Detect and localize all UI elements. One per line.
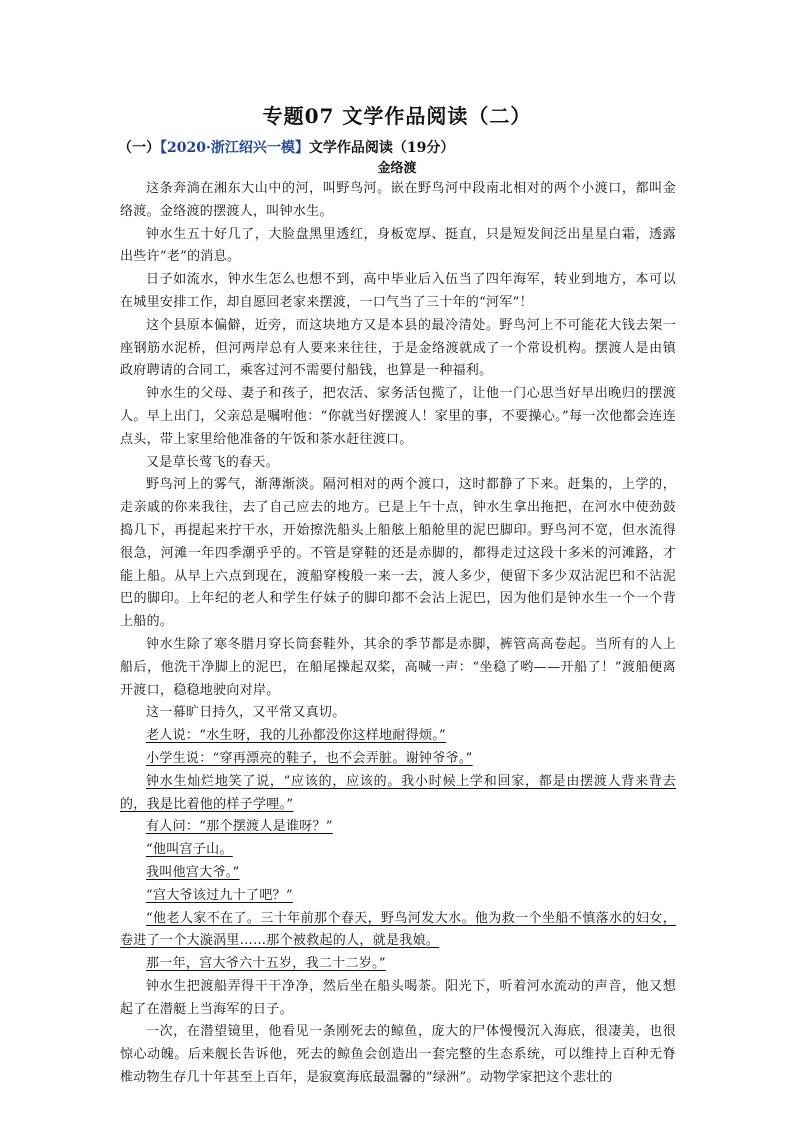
paragraph-text: 日子如流水，钟水生怎么也想不到，高中毕业后入伍当了四年海军，转业到地方，本可以在城里安排工作，却自愿回老家来摆渡，一口气当了三十年的“河军”！ — [120, 272, 676, 310]
paragraph — [120, 702, 676, 725]
paragraph-text: “他老人家不在了。三十年前那个春天，野鸟河发大水。他为救一个坐船不慎落水的妇女，卷进了一个大漩涡里……那个被救起的人，就是我娘。 — [120, 910, 676, 949]
paragraph-text: 老人说：“水生呀，我的儿孙都没你这样地耐得烦。” — [146, 728, 446, 744]
paragraph — [120, 474, 676, 634]
paragraph — [120, 816, 676, 839]
paragraph — [120, 862, 676, 885]
paragraph-text: 这一幕旷日持久，又平常又真切。 — [146, 705, 346, 721]
paragraph-text: 又是草长莺飞的春天。 — [146, 454, 280, 470]
paragraph — [120, 452, 676, 475]
paragraph-text: 钟水生除了寒冬腊月穿长筒套鞋外，其余的季节都是赤脚，裤管高高卷起。当所有的人上船后，他洗干净脚上的泥巴，在船尾操起双桨，高喊一声：“坐稳了哟——开船了！”渡船便离开渡口，稳稳地驶向对岸。 — [120, 636, 676, 698]
section-source: 【2020·浙江绍兴一模】 — [160, 140, 309, 156]
paragraph — [120, 224, 676, 270]
section-heading — [118, 138, 454, 158]
paragraph — [120, 885, 676, 908]
paragraph — [120, 748, 676, 771]
story-title: 金络渡 — [377, 161, 417, 176]
paragraph-text: 钟水生五十好几了，大脸盘黑里透红，身板宽厚、挺直，只是短发间泛出星星白霜，透露出些许“老”的消息。 — [120, 226, 676, 265]
paragraph-text: 有人问：“那个摆渡人是谁呀？” — [146, 819, 333, 835]
paragraph — [120, 634, 676, 702]
paragraph — [120, 1021, 676, 1089]
paragraph — [120, 315, 676, 383]
paragraph — [120, 269, 676, 315]
paragraph-text: 这条奔淌在湘东大山中的河，叫野鸟河。嵌在野鸟河中段南北相对的两个小渡口，都叫金络渡。金络渡的摆渡人，叫钟水生。 — [120, 181, 676, 219]
paragraph-text: 那一年，宫大爷六十五岁，我二十二岁。” — [146, 956, 386, 972]
paragraph — [120, 383, 676, 451]
paragraph-text: 钟水生灿烂地笑了说，“应该的，应该的。我小时候上学和回家，都是由摆渡人背来背去的，我是比着他的样子学哩。” — [120, 773, 676, 812]
section-number: （一） — [118, 140, 160, 156]
paragraph-text: 一次，在潜望镜里，他看见一条刚死去的鲸鱼，庞大的尸体慢慢沉入海底，很凄美，也很惊心动魄。后来舰长告诉他，死去的鲸鱼会创造出一套完整的生态系统，可以维持上百种无脊椎动物生存几十年甚至上百年，是寂寞海底最温馨的“绿洲”。动物学家把这个悲壮的 — [120, 1024, 676, 1086]
section-heading-text: 文学作品阅读（19分） — [308, 140, 455, 156]
paragraph — [120, 178, 676, 224]
paragraph — [120, 771, 676, 817]
paragraph-text: 野鸟河上的雾气，渐薄渐淡。隔河相对的两个渡口，这时都静了下来。赶集的，上学的，走亲戚的你来我往，去了自己应去的地方。已是上午十点，钟水生拿出拖把，在河水中使劲鼓捣几下，再提起来拧干水，开始擦洗船头上船舷上船舱里的泥巴脚印。野鸟河不宽，但水流得很急，河滩一年四季潮乎乎的。不管是穿鞋的还是赤脚的，都得走过这段十多米的河滩路，才能上船。从早上六点到现在，渡船穿梭般一来一去，渡人多少，便留下多少双沾泥巴和不沾泥巴的脚印。上年纪的老人和学生仔妹子的脚印都不会沾上泥巴，因为他们是钟水生一个一个背上船的。 — [120, 477, 676, 630]
paragraph — [120, 725, 676, 748]
paragraph-text: 这个县原本偏僻，近旁，而这块地方又是本县的最冷清处。野鸟河上不可能花大钱去架一座钢筋水泥桥，但河两岸总有人要来来往往，于是金络渡就成了一个常设机构。摆渡人是由镇政府聘请的合同工，乘客过河不需要付船钱，也算是一种福利。 — [120, 317, 676, 379]
paragraph-text: “宫大爷该过九十了吧？” — [146, 887, 293, 903]
paragraph-text: 我叫他宫大爷。” — [146, 864, 240, 880]
page-title: 专题07 文学作品阅读（二） — [262, 104, 532, 128]
paragraph-text: “他叫宫子山。 — [146, 842, 233, 858]
paragraph-text: 钟水生把渡船弄得干干净净，然后坐在船头喝茶。阳光下，听着河水流动的声音，他又想起了在潜艇上当海军的日子。 — [120, 978, 676, 1017]
paragraph — [120, 908, 676, 954]
paragraph-text: 小学生说：“穿再漂亮的鞋子，也不会弄脏。谢钟爷爷。” — [146, 750, 473, 766]
paragraph-text: 钟水生的父母、妻子和孩子，把农活、家务活包揽了，让他一门心思当好早出晚归的摆渡人。早上出门，父亲总是嘱咐他：“你就当好摆渡人！家里的事，不要操心。”每一次他都会连连点头，带上家里给他准备的午饭和茶水赶往渡口。 — [120, 386, 676, 447]
paragraph — [120, 839, 676, 862]
paragraph — [120, 976, 676, 1022]
paragraph — [120, 953, 676, 976]
story-body — [120, 178, 676, 1090]
